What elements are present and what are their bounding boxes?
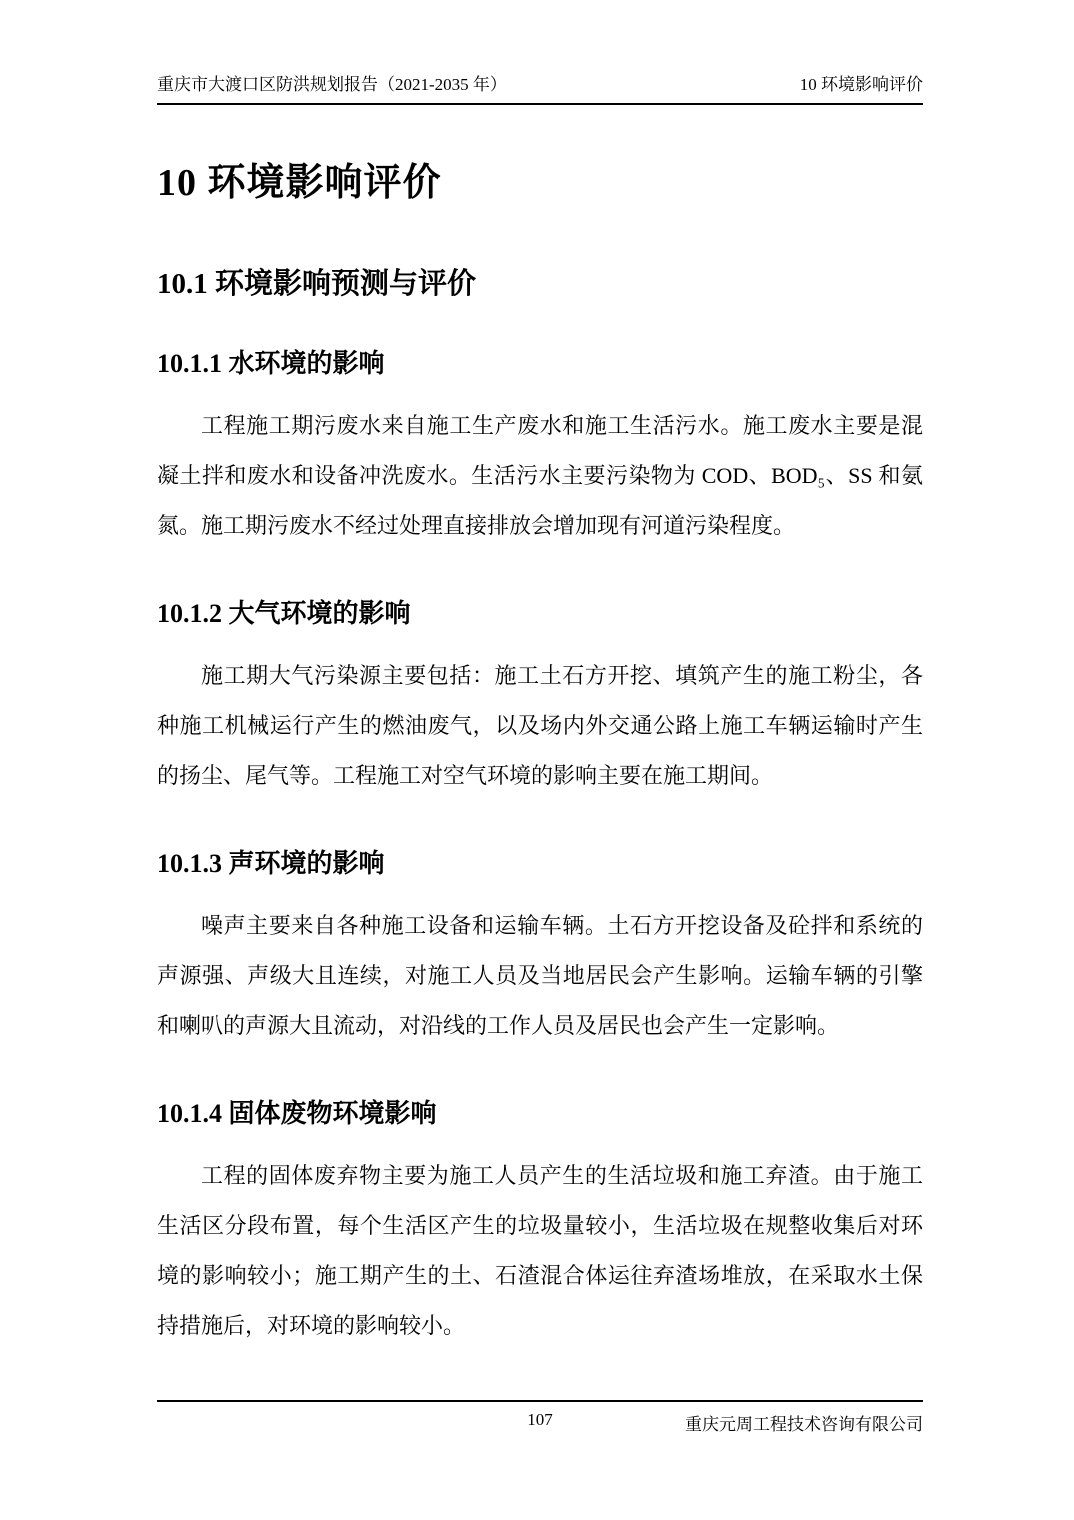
page-number: 107	[527, 1410, 553, 1429]
footer-company-name: 重庆元周工程技术咨询有限公司	[685, 1415, 923, 1434]
footer-row	[157, 1402, 923, 1434]
paragraph-water-environment: 工程施工期污废水来自施工生产废水和施工生活污水。施工废水主要是混凝土拌和废水和设备冲洗废水。生活污水主要污染物为 COD、BOD₅、SS 和氨氮。施工期污废水不经过处理直接排放会增加现有河道污染程度。	[157, 412, 923, 538]
document-body	[157, 140, 923, 1351]
paragraph-air-environment: 施工期大气污染源主要包括：施工土石方开挖、填筑产生的施工粉尘，各种施工机械运行产生的燃油废气，以及场内外交通公路上施工车辆运输时产生的扬尘、尾气等。工程施工对空气环境的影响主要在施工期间。	[157, 662, 923, 788]
header-report-title: 重庆市大渡口区防洪规划报告（2021-2035 年）	[157, 75, 507, 94]
subsection-heading-10-1-4: 10.1.4 固体废物环境影响	[157, 1098, 437, 1128]
section-heading-10-1: 10.1 环境影响预测与评价	[157, 267, 477, 300]
subsection-heading-10-1-2: 10.1.2 大气环境的影响	[157, 598, 411, 628]
subsection-heading-10-1-1: 10.1.1 水环境的影响	[157, 349, 385, 379]
paragraph-solid-waste: 工程的固体废弃物主要为施工人员产生的生活垃圾和施工弃渣。由于施工生活区分段布置，每个生活区产生的垃圾量较小，生活垃圾在规整收集后对环境的影响较小；施工期产生的土、石渣混合体运往弃渣场堆放，在采取水土保持措施后，对环境的影响较小。	[157, 1162, 923, 1338]
header-chapter-label: 10 环境影响评价	[799, 75, 923, 94]
page-footer	[157, 1400, 923, 1434]
paragraph-noise-environment: 噪声主要来自各种施工设备和运输车辆。土石方开挖设备及砼拌和系统的声源强、声级大且连续，对施工人员及当地居民会产生影响。运输车辆的引擎和喇叭的声源大且流动，对沿线的工作人员及居民也会产生一定影响。	[157, 912, 923, 1038]
subsection-heading-10-1-3: 10.1.3 声环境的影响	[157, 848, 385, 878]
page-header	[157, 74, 923, 105]
chapter-title: 10 环境影响评价	[157, 162, 442, 204]
